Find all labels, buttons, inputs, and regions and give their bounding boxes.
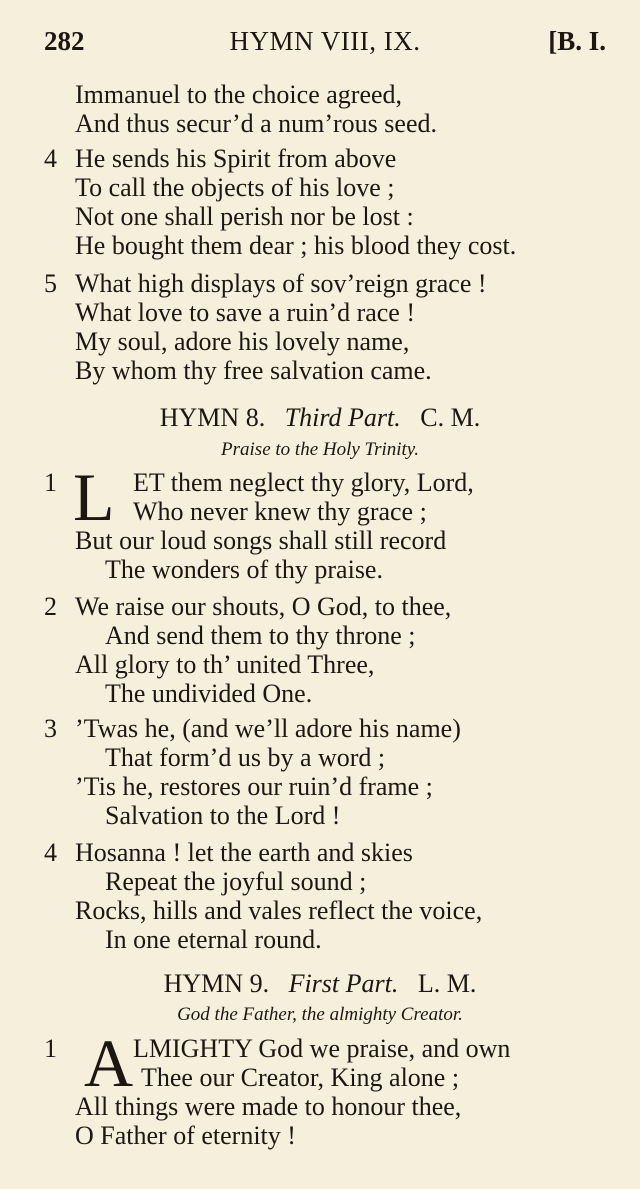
verse-line: By whom thy free salvation came. <box>75 356 432 385</box>
verse-line: Who never knew thy grace ; <box>133 497 427 526</box>
verse-line: He bought them dear ; his blood they cost. <box>75 231 517 260</box>
hymn-title <box>0 969 640 999</box>
stanza-number: 1 <box>44 1034 57 1063</box>
verse-line: Repeat the joyful sound ; <box>105 867 367 896</box>
page-number: 282 <box>44 26 85 56</box>
verse-line: Thee our Creator, King alone ; <box>141 1063 460 1092</box>
verse-line: To call the objects of his love ; <box>75 173 395 202</box>
stanza-number: 4 <box>44 838 57 867</box>
verse-line: What high displays of sov’reign grace ! <box>75 269 487 298</box>
drop-cap: L <box>73 459 115 535</box>
verse-line: Hosanna ! let the earth and skies <box>75 838 413 867</box>
stanza-number: 1 <box>44 468 57 497</box>
verse-line: ET them neglect thy glory, Lord, <box>133 468 474 497</box>
verse-line: ’Tis he, restores our ruin’d frame ; <box>75 772 433 801</box>
verse-line: Not one shall perish nor be lost : <box>75 202 414 231</box>
book-marker: [B. I. <box>548 26 606 56</box>
verse-line: Salvation to the Lord ! <box>105 801 341 830</box>
verse-line: The wonders of thy praise. <box>105 555 383 584</box>
stanza-number: 2 <box>44 592 57 621</box>
hymn-number: HYMN 9. <box>163 969 270 998</box>
verse-line: ’Twas he, (and we’ll adore his name) <box>75 714 461 743</box>
stanza-number: 3 <box>44 714 57 743</box>
verse-line: That form’d us by a word ; <box>105 743 386 772</box>
hymn-part: Third Part. <box>284 403 401 432</box>
hymn-meter: C. M. <box>420 403 481 432</box>
page-header <box>44 26 606 66</box>
verse-line: He sends his Spirit from above <box>75 144 397 173</box>
verse-line: All glory to th’ united Three, <box>75 650 375 679</box>
hymn-subtitle: God the Father, the almighty Creator. <box>177 1004 463 1025</box>
verse-line: What love to save a ruin’d race ! <box>75 298 416 327</box>
verse-line: Immanuel to the choice agreed, <box>75 80 403 109</box>
verse-line: And send them to thy throne ; <box>105 621 416 650</box>
hymn-title <box>0 403 640 433</box>
verse-line: We raise our shouts, O God, to thee, <box>75 592 452 621</box>
hymn-part: First Part. <box>288 969 399 998</box>
stanza-number: 4 <box>44 144 57 173</box>
hymn-number: HYMN 8. <box>159 403 266 432</box>
hymn-meter: L. M. <box>417 969 477 998</box>
verse-line: But our loud songs shall still record <box>75 526 447 555</box>
verse-line: My soul, adore his lovely name, <box>75 327 410 356</box>
verse-line: Rocks, hills and vales reflect the voice, <box>75 896 483 925</box>
verse-line: And thus secur’d a num’rous seed. <box>75 109 437 138</box>
verse-line: All things were made to honour thee, <box>75 1092 462 1121</box>
stanza-number: 5 <box>44 269 57 298</box>
verse-line: O Father of eternity ! <box>75 1121 296 1150</box>
running-title: HYMN VIII, IX. <box>229 26 421 56</box>
verse-line: The undivided One. <box>105 679 313 708</box>
drop-cap: A <box>84 1025 134 1101</box>
verse-line: LMIGHTY God we praise, and own <box>133 1034 511 1063</box>
verse-line: In one eternal round. <box>105 925 322 954</box>
hymn-subtitle: Praise to the Holy Trinity. <box>221 439 419 460</box>
